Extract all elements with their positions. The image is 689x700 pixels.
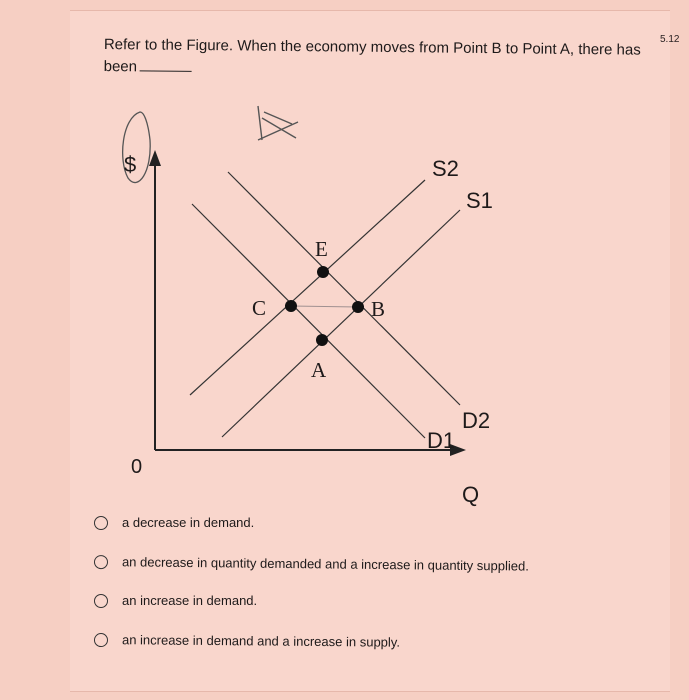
y-axis-label: $ — [124, 152, 137, 177]
label-point-b: B — [371, 297, 386, 321]
supply-curve-s1 — [222, 210, 460, 437]
demand-curve-d2 — [228, 172, 460, 405]
label-point-a: A — [311, 358, 327, 382]
option-2-label: an decrease in quantity demanded and a increase in quantity supplied. — [121, 554, 529, 574]
point-b — [352, 301, 364, 313]
label-d1: D1 — [427, 428, 456, 453]
origin-label: 0 — [131, 456, 143, 478]
point-c — [285, 300, 297, 312]
supply-curve-s2 — [190, 180, 425, 395]
option-3[interactable] — [94, 593, 257, 608]
y-axis-arrow-icon — [149, 150, 161, 166]
label-point-e: E — [315, 237, 328, 261]
question-line-1: Refer to the Figure. When the economy moves from Point B to Point A, there has — [103, 35, 641, 59]
option-1-label: a decrease in demand. — [122, 515, 255, 530]
label-d2: D2 — [462, 408, 491, 433]
option-4[interactable] — [94, 632, 400, 650]
label-s2: S2 — [432, 156, 459, 181]
page-number: 5.12 — [660, 34, 680, 45]
point-a — [316, 334, 328, 346]
point-e — [317, 266, 329, 278]
question-line-2-text: been — [103, 57, 138, 76]
label-s1: S1 — [466, 188, 493, 213]
radio-option-4[interactable] — [94, 633, 108, 647]
pen-scribble-mark — [258, 106, 298, 140]
label-point-c: C — [252, 296, 267, 320]
radio-option-1[interactable] — [94, 516, 108, 530]
radio-option-3[interactable] — [94, 594, 108, 608]
x-axis-label: Q — [462, 482, 480, 507]
option-1[interactable] — [94, 515, 254, 530]
segment-cb — [291, 306, 358, 307]
option-3-label: an increase in demand. — [122, 593, 258, 608]
radio-option-2[interactable] — [94, 555, 108, 569]
option-4-label: an increase in demand and a increase in supply. — [121, 632, 401, 650]
demand-curve-d1 — [192, 204, 425, 438]
